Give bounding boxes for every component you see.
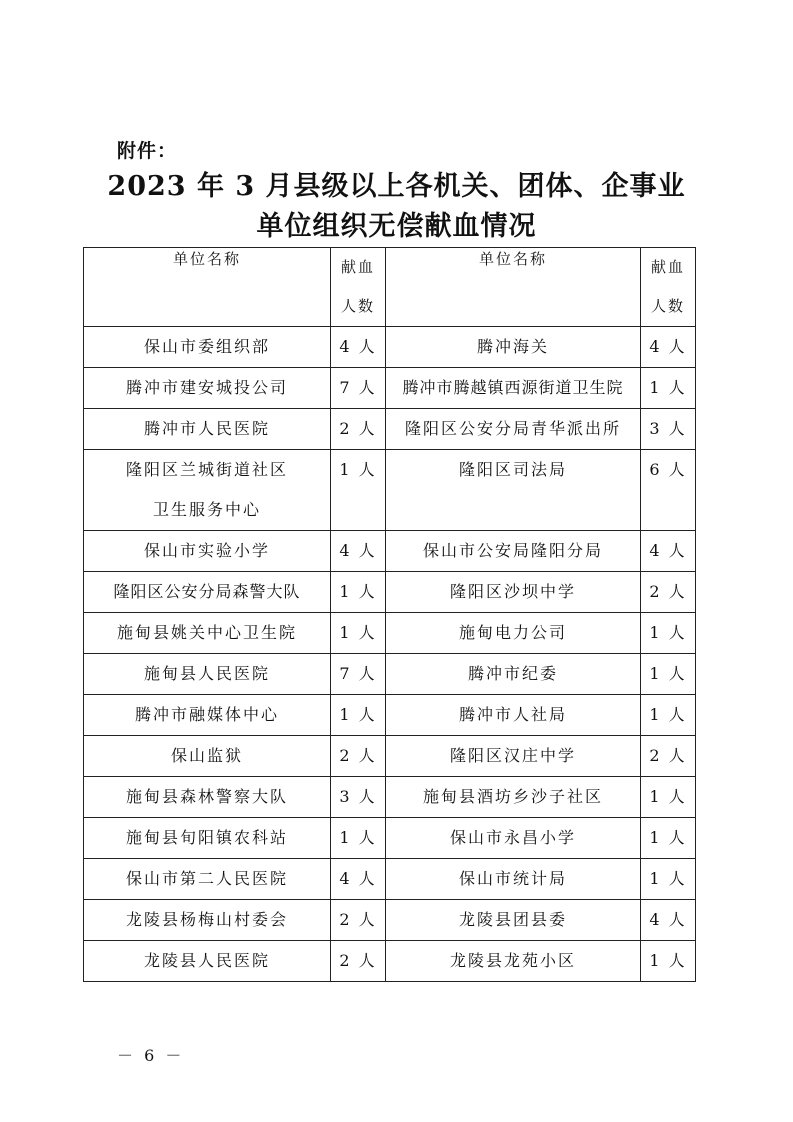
left-donor-count: 2 人	[331, 736, 386, 777]
table-row	[84, 859, 696, 900]
header-count-left	[331, 248, 386, 327]
right-donor-count: 1 人	[641, 695, 696, 736]
left-unit-name: 施甸县森林警察大队	[84, 777, 331, 818]
left-donor-count: 1 人	[331, 450, 386, 531]
left-donor-count: 2 人	[331, 941, 386, 982]
left-donor-count: 1 人	[331, 572, 386, 613]
right-donor-count: 3 人	[641, 409, 696, 450]
left-donor-count: 4 人	[331, 327, 386, 368]
right-donor-count: 1 人	[641, 368, 696, 409]
right-unit-name: 腾冲市纪委	[386, 654, 641, 695]
right-unit-name: 腾冲市腾越镇西源街道卫生院	[386, 368, 641, 409]
left-unit-name-line1: 隆阳区兰城街道社区	[125, 460, 288, 479]
table-row	[84, 654, 696, 695]
right-unit-name: 龙陵县团县委	[386, 900, 641, 941]
left-donor-count: 1 人	[331, 818, 386, 859]
right-donor-count: 1 人	[641, 941, 696, 982]
right-donor-count: 4 人	[641, 531, 696, 572]
left-unit-name: 隆阳区公安分局森警大队	[84, 572, 331, 613]
left-unit-name: 保山市委组织部	[84, 327, 331, 368]
left-unit-name: 龙陵县人民医院	[84, 941, 331, 982]
table-row	[84, 531, 696, 572]
left-unit-name	[84, 450, 331, 531]
right-donor-count: 1 人	[641, 654, 696, 695]
left-unit-name: 龙陵县杨梅山村委会	[84, 900, 331, 941]
table-row	[84, 327, 696, 368]
left-donor-count: 4 人	[331, 859, 386, 900]
attachment-label: 附件：	[117, 140, 178, 162]
header-count-left-line2: 人数	[340, 297, 375, 315]
right-unit-name: 隆阳区司法局	[386, 450, 641, 531]
right-donor-count: 2 人	[641, 736, 696, 777]
table-row	[84, 572, 696, 613]
left-unit-name: 保山市实验小学	[84, 531, 331, 572]
right-unit-name: 施甸县酒坊乡沙子社区	[386, 777, 641, 818]
left-unit-name: 保山市第二人民医院	[84, 859, 331, 900]
right-unit-name: 腾冲市人社局	[386, 695, 641, 736]
header-unit-name-left: 单位名称	[84, 248, 331, 327]
right-donor-count: 1 人	[641, 859, 696, 900]
table-row	[84, 613, 696, 654]
table-row	[84, 777, 696, 818]
document-title-line2: 单位组织无偿献血情况	[256, 211, 537, 242]
right-donor-count: 6 人	[641, 450, 696, 531]
header-count-right-line2: 人数	[650, 297, 685, 315]
header-count-left-line1: 献血	[340, 258, 375, 276]
left-donor-count: 2 人	[331, 409, 386, 450]
right-unit-name: 隆阳区公安分局青华派出所	[386, 409, 641, 450]
left-donor-count: 1 人	[331, 695, 386, 736]
table-row	[84, 941, 696, 982]
right-donor-count: 1 人	[641, 777, 696, 818]
right-unit-name: 施甸电力公司	[386, 613, 641, 654]
right-donor-count: 2 人	[641, 572, 696, 613]
right-donor-count: 1 人	[641, 613, 696, 654]
table-row	[84, 695, 696, 736]
left-unit-name-line2: 卫生服务中心	[152, 500, 261, 519]
left-donor-count: 4 人	[331, 531, 386, 572]
table-row	[84, 736, 696, 777]
blood-donation-table	[83, 247, 696, 982]
left-unit-name: 腾冲市人民医院	[84, 409, 331, 450]
right-unit-name: 龙陵县龙苑小区	[386, 941, 641, 982]
left-unit-name: 施甸县姚关中心卫生院	[84, 613, 331, 654]
table-row	[84, 409, 696, 450]
right-donor-count: 1 人	[641, 818, 696, 859]
table-header-row	[84, 248, 696, 327]
table-row	[84, 900, 696, 941]
page-number: － 6 －	[117, 1046, 185, 1065]
right-unit-name: 保山市永昌小学	[386, 818, 641, 859]
left-unit-name: 保山监狱	[84, 736, 331, 777]
header-count-right	[641, 248, 696, 327]
left-donor-count: 2 人	[331, 900, 386, 941]
left-donor-count: 7 人	[331, 654, 386, 695]
left-unit-name: 腾冲市融媒体中心	[84, 695, 331, 736]
right-unit-name: 腾冲海关	[386, 327, 641, 368]
left-donor-count: 7 人	[331, 368, 386, 409]
left-unit-name: 施甸县旬阳镇农科站	[84, 818, 331, 859]
right-unit-name: 保山市统计局	[386, 859, 641, 900]
right-donor-count: 4 人	[641, 900, 696, 941]
table-row	[84, 818, 696, 859]
header-count-right-line1: 献血	[650, 258, 685, 276]
left-donor-count: 3 人	[331, 777, 386, 818]
table-row	[84, 450, 696, 531]
right-unit-name: 隆阳区汉庄中学	[386, 736, 641, 777]
right-unit-name: 保山市公安局隆阳分局	[386, 531, 641, 572]
left-donor-count: 1 人	[331, 613, 386, 654]
table-row	[84, 368, 696, 409]
right-unit-name: 隆阳区沙坝中学	[386, 572, 641, 613]
left-unit-name: 施甸县人民医院	[84, 654, 331, 695]
left-unit-name: 腾冲市建安城投公司	[84, 368, 331, 409]
right-donor-count: 4 人	[641, 327, 696, 368]
document-title-line1: 2023 年 3 月县级以上各机关、团体、企事业	[107, 171, 686, 202]
header-unit-name-right: 单位名称	[386, 248, 641, 327]
